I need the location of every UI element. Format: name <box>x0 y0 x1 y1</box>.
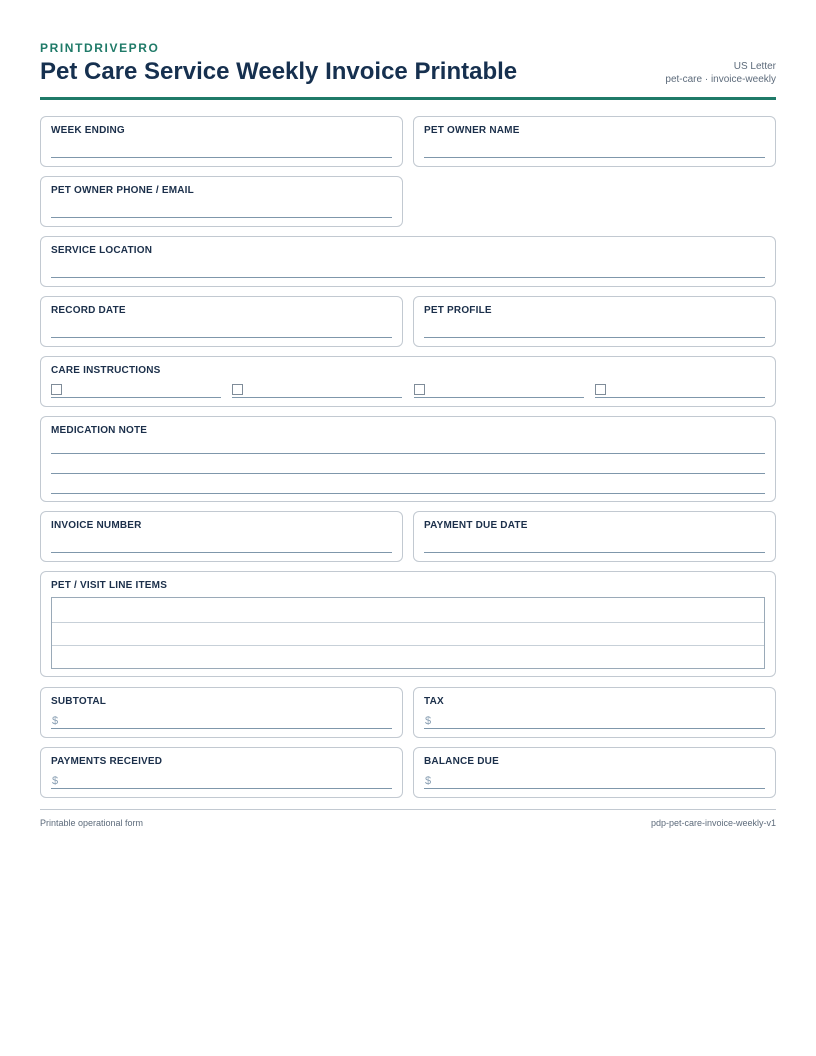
care-instruction-line[interactable] <box>595 397 765 398</box>
currency-prefix: $ <box>425 775 432 787</box>
pet-owner-name-input[interactable] <box>424 157 765 158</box>
pet-profile-field <box>413 296 776 347</box>
pet-profile-label: PET PROFILE <box>424 305 492 316</box>
week-ending-field <box>40 116 403 167</box>
payments-received-field <box>40 747 403 798</box>
currency-prefix: $ <box>425 715 432 727</box>
pet-profile-input[interactable] <box>424 337 765 338</box>
balance-due-field <box>413 747 776 798</box>
form-tags: pet-care · invoice-weekly <box>665 74 776 85</box>
invoice-number-field <box>40 511 403 562</box>
payment-due-date-input[interactable] <box>424 552 765 553</box>
care-instructions-field <box>40 356 776 407</box>
page-meta <box>665 60 776 86</box>
care-instruction-checkbox[interactable] <box>232 384 243 395</box>
balance-due-input[interactable] <box>424 788 765 789</box>
tax-label: TAX <box>424 696 444 707</box>
care-instruction-checkbox[interactable] <box>595 384 606 395</box>
record-date-input[interactable] <box>51 337 392 338</box>
footer-form-id: pdp-pet-care-invoice-weekly-v1 <box>650 818 776 828</box>
table-row-divider <box>52 622 764 623</box>
record-date-field <box>40 296 403 347</box>
subtotal-input[interactable] <box>51 728 392 729</box>
medication-note-line[interactable] <box>51 493 765 494</box>
pet-owner-contact-label: PET OWNER PHONE / EMAIL <box>51 185 194 196</box>
record-date-label: RECORD DATE <box>51 305 126 316</box>
line-items-label: PET / VISIT LINE ITEMS <box>51 580 168 591</box>
medication-note-label: MEDICATION NOTE <box>51 425 148 436</box>
care-instructions-label: CARE INSTRUCTIONS <box>51 365 161 376</box>
medication-note-line[interactable] <box>51 453 765 454</box>
tax-field <box>413 687 776 738</box>
invoice-number-label: INVOICE NUMBER <box>51 520 142 531</box>
pet-owner-name-label: PET OWNER NAME <box>424 125 520 136</box>
care-instruction-checkbox[interactable] <box>414 384 425 395</box>
table-row-divider <box>52 645 764 646</box>
paper-size: US Letter <box>733 61 776 72</box>
line-items-field <box>40 571 776 677</box>
payment-due-date-field <box>413 511 776 562</box>
week-ending-label: WEEK ENDING <box>51 125 125 136</box>
pet-owner-contact-field <box>40 176 403 227</box>
footer-description: Printable operational form <box>40 818 144 828</box>
brand-name: PRINTDRIVEPRO <box>40 41 160 55</box>
week-ending-input[interactable] <box>51 157 392 158</box>
pet-owner-name-field <box>413 116 776 167</box>
currency-prefix: $ <box>52 775 59 787</box>
subtotal-field <box>40 687 403 738</box>
line-items-table <box>51 597 765 669</box>
payment-due-date-label: PAYMENT DUE DATE <box>424 520 528 531</box>
service-location-field <box>40 236 776 287</box>
footer-divider <box>40 809 776 810</box>
service-location-input[interactable] <box>51 277 765 278</box>
care-instruction-line[interactable] <box>414 397 584 398</box>
medication-note-line[interactable] <box>51 473 765 474</box>
payments-received-input[interactable] <box>51 788 392 789</box>
medication-note-field <box>40 416 776 502</box>
service-location-label: SERVICE LOCATION <box>51 245 153 256</box>
page-title: Pet Care Service Weekly Invoice Printable <box>40 58 518 85</box>
care-instruction-line[interactable] <box>51 397 221 398</box>
header-divider <box>40 97 776 100</box>
balance-due-label: BALANCE DUE <box>424 756 499 767</box>
invoice-number-input[interactable] <box>51 552 392 553</box>
care-instruction-checkbox[interactable] <box>51 384 62 395</box>
tax-input[interactable] <box>424 728 765 729</box>
care-instruction-line[interactable] <box>232 397 402 398</box>
pet-owner-contact-input[interactable] <box>51 217 392 218</box>
payments-received-label: PAYMENTS RECEIVED <box>51 756 163 767</box>
subtotal-label: SUBTOTAL <box>51 696 107 707</box>
currency-prefix: $ <box>52 715 59 727</box>
